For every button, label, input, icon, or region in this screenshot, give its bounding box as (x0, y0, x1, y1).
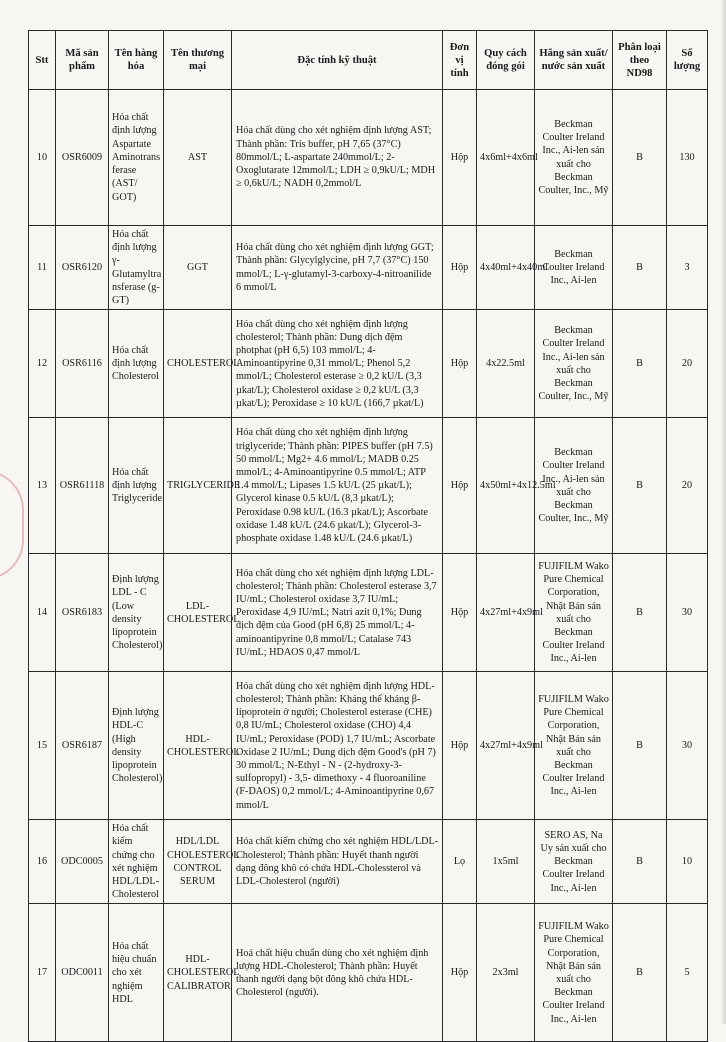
cell-product-code: OSR6187 (56, 672, 109, 820)
cell-unit: Hộp (443, 554, 477, 672)
cell-row-number: 10 (29, 90, 56, 226)
cell-classification: B (613, 904, 667, 1042)
cell-trade-name: TRIGLYCERIDE (164, 418, 232, 554)
table-row (29, 904, 708, 1042)
cell-classification: B (613, 310, 667, 418)
cell-classification: B (613, 554, 667, 672)
cell-row-number: 13 (29, 418, 56, 554)
table-row (29, 226, 708, 310)
cell-packaging: 4x50ml+4x12.5ml (477, 418, 535, 554)
cell-technical-spec: Hóa chất dùng cho xét nghiệm định lượng cholesterol; Thành phần: Dung dịch đệm photphat (pH 6,5) 103 mmol/L; 4-Aminoantipyrine 0,31 mmol/L; Phenol 5,2 mmol/L; Cholesterol esterase ≥ 0,2 kU/L (3,3 µkat/L); Cholesterol oxidase ≥ 0,2 kU/L (3,3 µkat/L); Peroxidase ≥ 10 kU/L (166,7 µkat/L) (232, 310, 443, 418)
table-row (29, 554, 708, 672)
cell-technical-spec: Hóa chất dùng cho xét nghiệm định lượng triglyceride; Thành phần: PIPES buffer (pH 7.5) 50 mmol/L; Mg2+ 4.6 mmol/L; MADB 0.25 mmol/L; 4-Aminoantipyrine 0.5 mmol/L; ATP 1.4 mmol/L; Lipases 1.5 kU/L (25 µkat/L); Glycerol kinase 0.5 kU/L (8,3 µkat/L); Peroxidase 0.98 kU/L (16.3 µkat/L); Ascorbate oxidase 1.48 kU/L (24.6 µkat/L); Glycerol-3-phosphate oxidase 1.48 kU/L (24.6 µkat/L) (232, 418, 443, 554)
cell-classification: B (613, 672, 667, 820)
cell-row-number: 16 (29, 820, 56, 904)
table-row (29, 418, 708, 554)
cell-packaging: 4x27ml+4x9ml (477, 672, 535, 820)
cell-product-code: OSR6120 (56, 226, 109, 310)
cell-trade-name: HDL-CHOLESTEROL (164, 672, 232, 820)
header-unit: Đơn vị tính (443, 31, 477, 90)
cell-unit: Hộp (443, 904, 477, 1042)
cell-technical-spec: Hóa chất kiểm chứng cho xét nghiệm HDL/LDL-Cholesterol; Thành phần: Huyết thanh người dạng đông khô có chứa HDL-Cholessterol và LDL-Cholesterol (người) (232, 820, 443, 904)
cell-trade-name: HDL-CHOLESTEROL CALIBRATOR (164, 904, 232, 1042)
table-row (29, 90, 708, 226)
cell-manufacturer: Beckman Coulter Ireland Inc., Ai-len sản xuất cho Beckman Coulter, Inc., Mỹ (535, 310, 613, 418)
cell-row-number: 15 (29, 672, 56, 820)
cell-quantity: 30 (667, 672, 708, 820)
cell-unit: Hộp (443, 418, 477, 554)
cell-technical-spec: Hóa chất dùng cho xét nghiệm định lượng AST; Thành phần: Tris buffer, pH 7,65 (37°C) 80mmol/L; L-aspartate 240mmol/L; 2-Oxoglutarate 12mmol/L; LDH ≥ 0,9kU/L; MDH ≥ 0,6kU/L; NADH 0,2mmol/L (232, 90, 443, 226)
page-edge-shadow (720, 0, 726, 1024)
cell-manufacturer: FUJIFILM Wako Pure Chemical Corporation, Nhật Bản sản xuất cho Beckman Coulter Ireland Inc., Ai-len (535, 672, 613, 820)
cell-product-code: OSR6183 (56, 554, 109, 672)
cell-quantity: 5 (667, 904, 708, 1042)
cell-manufacturer: FUJIFILM Wako Pure Chemical Corporation, Nhật Bản sản xuất cho Beckman Coulter Ireland Inc., Ai-len (535, 904, 613, 1042)
table-row (29, 820, 708, 904)
cell-manufacturer: Beckman Coulter Ireland Inc., Ai-len sản xuất cho Beckman Coulter, Inc., Mỹ (535, 418, 613, 554)
cell-packaging: 4x6ml+4x6ml (477, 90, 535, 226)
cell-technical-spec: Hóa chất dùng cho xét nghiệm định lượng LDL-cholesterol; Thành phần: Cholesterol esterase 3,7 IU/mL; Cholesterol oxidase 3,7 IU/mL; Peroxidase 4,9 IU/mL; Natri azit 0,1%; Dung dịch đệm của Good (pH 6,8) 25 mmol/L; 4-aminoantipyrine 0,8 mmol/L; Catalase 743 IU/mL; HDAOS 0,47 mmol/L (232, 554, 443, 672)
header-spec: Đặc tính kỹ thuật (232, 31, 443, 90)
cell-quantity: 3 (667, 226, 708, 310)
cell-product-code: OSR6009 (56, 90, 109, 226)
product-table (28, 30, 708, 1042)
cell-technical-spec: Hoá chất hiệu chuẩn dùng cho xét nghiệm định lượng HDL-Cholesterol; Thành phần: Huyết thanh người dạng bột đông khô chứa HDL-Cholesterol (người). (232, 904, 443, 1042)
header-row (29, 31, 708, 90)
cell-trade-name: LDL-CHOLESTEROL (164, 554, 232, 672)
cell-classification: B (613, 90, 667, 226)
cell-packaging: 4x27ml+4x9ml (477, 554, 535, 672)
cell-product-code: ODC0011 (56, 904, 109, 1042)
document-page (28, 30, 707, 1042)
cell-product-code: OSR6116 (56, 310, 109, 418)
table-row (29, 310, 708, 418)
cell-row-number: 11 (29, 226, 56, 310)
cell-product-code: OSR61118 (56, 418, 109, 554)
cell-manufacturer: SERO AS, Na Uy sản xuất cho Beckman Coulter Ireland Inc., Ai-len (535, 820, 613, 904)
cell-unit: Hộp (443, 90, 477, 226)
cell-product-name: Hóa chất hiệu chuẩn cho xét nghiệm HDL (109, 904, 164, 1042)
header-product-code: Mã sản phẩm (56, 31, 109, 90)
cell-product-name: Định lượng LDL - C (Low density lipoprotein Cholesterol) (109, 554, 164, 672)
cell-quantity: 20 (667, 418, 708, 554)
cell-trade-name: GGT (164, 226, 232, 310)
cell-row-number: 17 (29, 904, 56, 1042)
cell-unit: Hộp (443, 226, 477, 310)
header-manufacturer: Hãng sản xuất/ nước sản xuất (535, 31, 613, 90)
cell-trade-name: AST (164, 90, 232, 226)
cell-product-name: Hóa chất kiểm chứng cho xét nghiệm HDL/LDL-Cholesterol (109, 820, 164, 904)
cell-trade-name: HDL/LDL CHOLESTEROL CONTROL SERUM (164, 820, 232, 904)
cell-product-name: Hóa chất định lượng γ-Glutamyltra nsferase (g-GT) (109, 226, 164, 310)
cell-row-number: 14 (29, 554, 56, 672)
header-stt: Stt (29, 31, 56, 90)
cell-packaging: 4x40ml+4x40ml (477, 226, 535, 310)
header-quantity: Số lượng (667, 31, 708, 90)
cell-quantity: 130 (667, 90, 708, 226)
cell-row-number: 12 (29, 310, 56, 418)
cell-trade-name: CHOLESTEROL (164, 310, 232, 418)
cell-manufacturer: FUJIFILM Wako Pure Chemical Corporation, Nhật Bản sản xuất cho Beckman Coulter Ireland Inc., Ai-len (535, 554, 613, 672)
cell-packaging: 2x3ml (477, 904, 535, 1042)
cell-product-code: ODC0005 (56, 820, 109, 904)
header-classification: Phân loại theo ND98 (613, 31, 667, 90)
cell-technical-spec: Hóa chất dùng cho xét nghiệm định lượng GGT; Thành phần: Glycylglycine, pH 7,7 (37°C) 150 mmol/L; L-γ-glutamyl-3-carboxy-4-nitroanilide 6 mmol/L (232, 226, 443, 310)
red-stamp-mark (0, 470, 24, 580)
header-packaging: Quy cách đóng gói (477, 31, 535, 90)
cell-product-name: Hóa chất định lượng Cholesterol (109, 310, 164, 418)
cell-product-name: Hóa chất định lượng Aspartate Aminotrans ferase (AST/ GOT) (109, 90, 164, 226)
cell-product-name: Định lượng HDL-C (High density lipoprotein Cholesterol) (109, 672, 164, 820)
cell-classification: B (613, 226, 667, 310)
cell-quantity: 10 (667, 820, 708, 904)
cell-packaging: 4x22.5ml (477, 310, 535, 418)
header-trade-name: Tên thương mại (164, 31, 232, 90)
cell-quantity: 30 (667, 554, 708, 672)
cell-unit: Hộp (443, 310, 477, 418)
cell-unit: Hộp (443, 672, 477, 820)
cell-technical-spec: Hóa chất dùng cho xét nghiệm định lượng HDL-cholesterol; Thành phần: Kháng thể kháng β-lipoprotein ở người; Cholesterol esterase (CHE) 0,8 IU/mL; Cholesterol oxidase (CHO) 4,4 IU/mL; Peroxidase (POD) 1,7 IU/mL; Ascorbate Oxidase 2 IU/mL; Dung dịch đệm Good's (pH 7) 30 mmol/L; N-Ethyl - N - (2-hydroxy-3-sulfopropyl) - 3,5- dimethoxy - 4 fluoroaniline (F-DAOS) 0,2 mmol/L; 4-Aminoantipyrine 0,67 mmol/L (232, 672, 443, 820)
cell-product-name: Hóa chất định lượng Triglyceride (109, 418, 164, 554)
cell-quantity: 20 (667, 310, 708, 418)
cell-classification: B (613, 820, 667, 904)
cell-manufacturer: Beckman Coulter Ireland Inc., Ai-len sản xuất cho Beckman Coulter, Inc., Mỹ (535, 90, 613, 226)
table-row (29, 672, 708, 820)
header-product-name: Tên hàng hóa (109, 31, 164, 90)
cell-manufacturer: Beckman Coulter Ireland Inc., Ai-len (535, 226, 613, 310)
cell-packaging: 1x5ml (477, 820, 535, 904)
cell-classification: B (613, 418, 667, 554)
cell-unit: Lọ (443, 820, 477, 904)
